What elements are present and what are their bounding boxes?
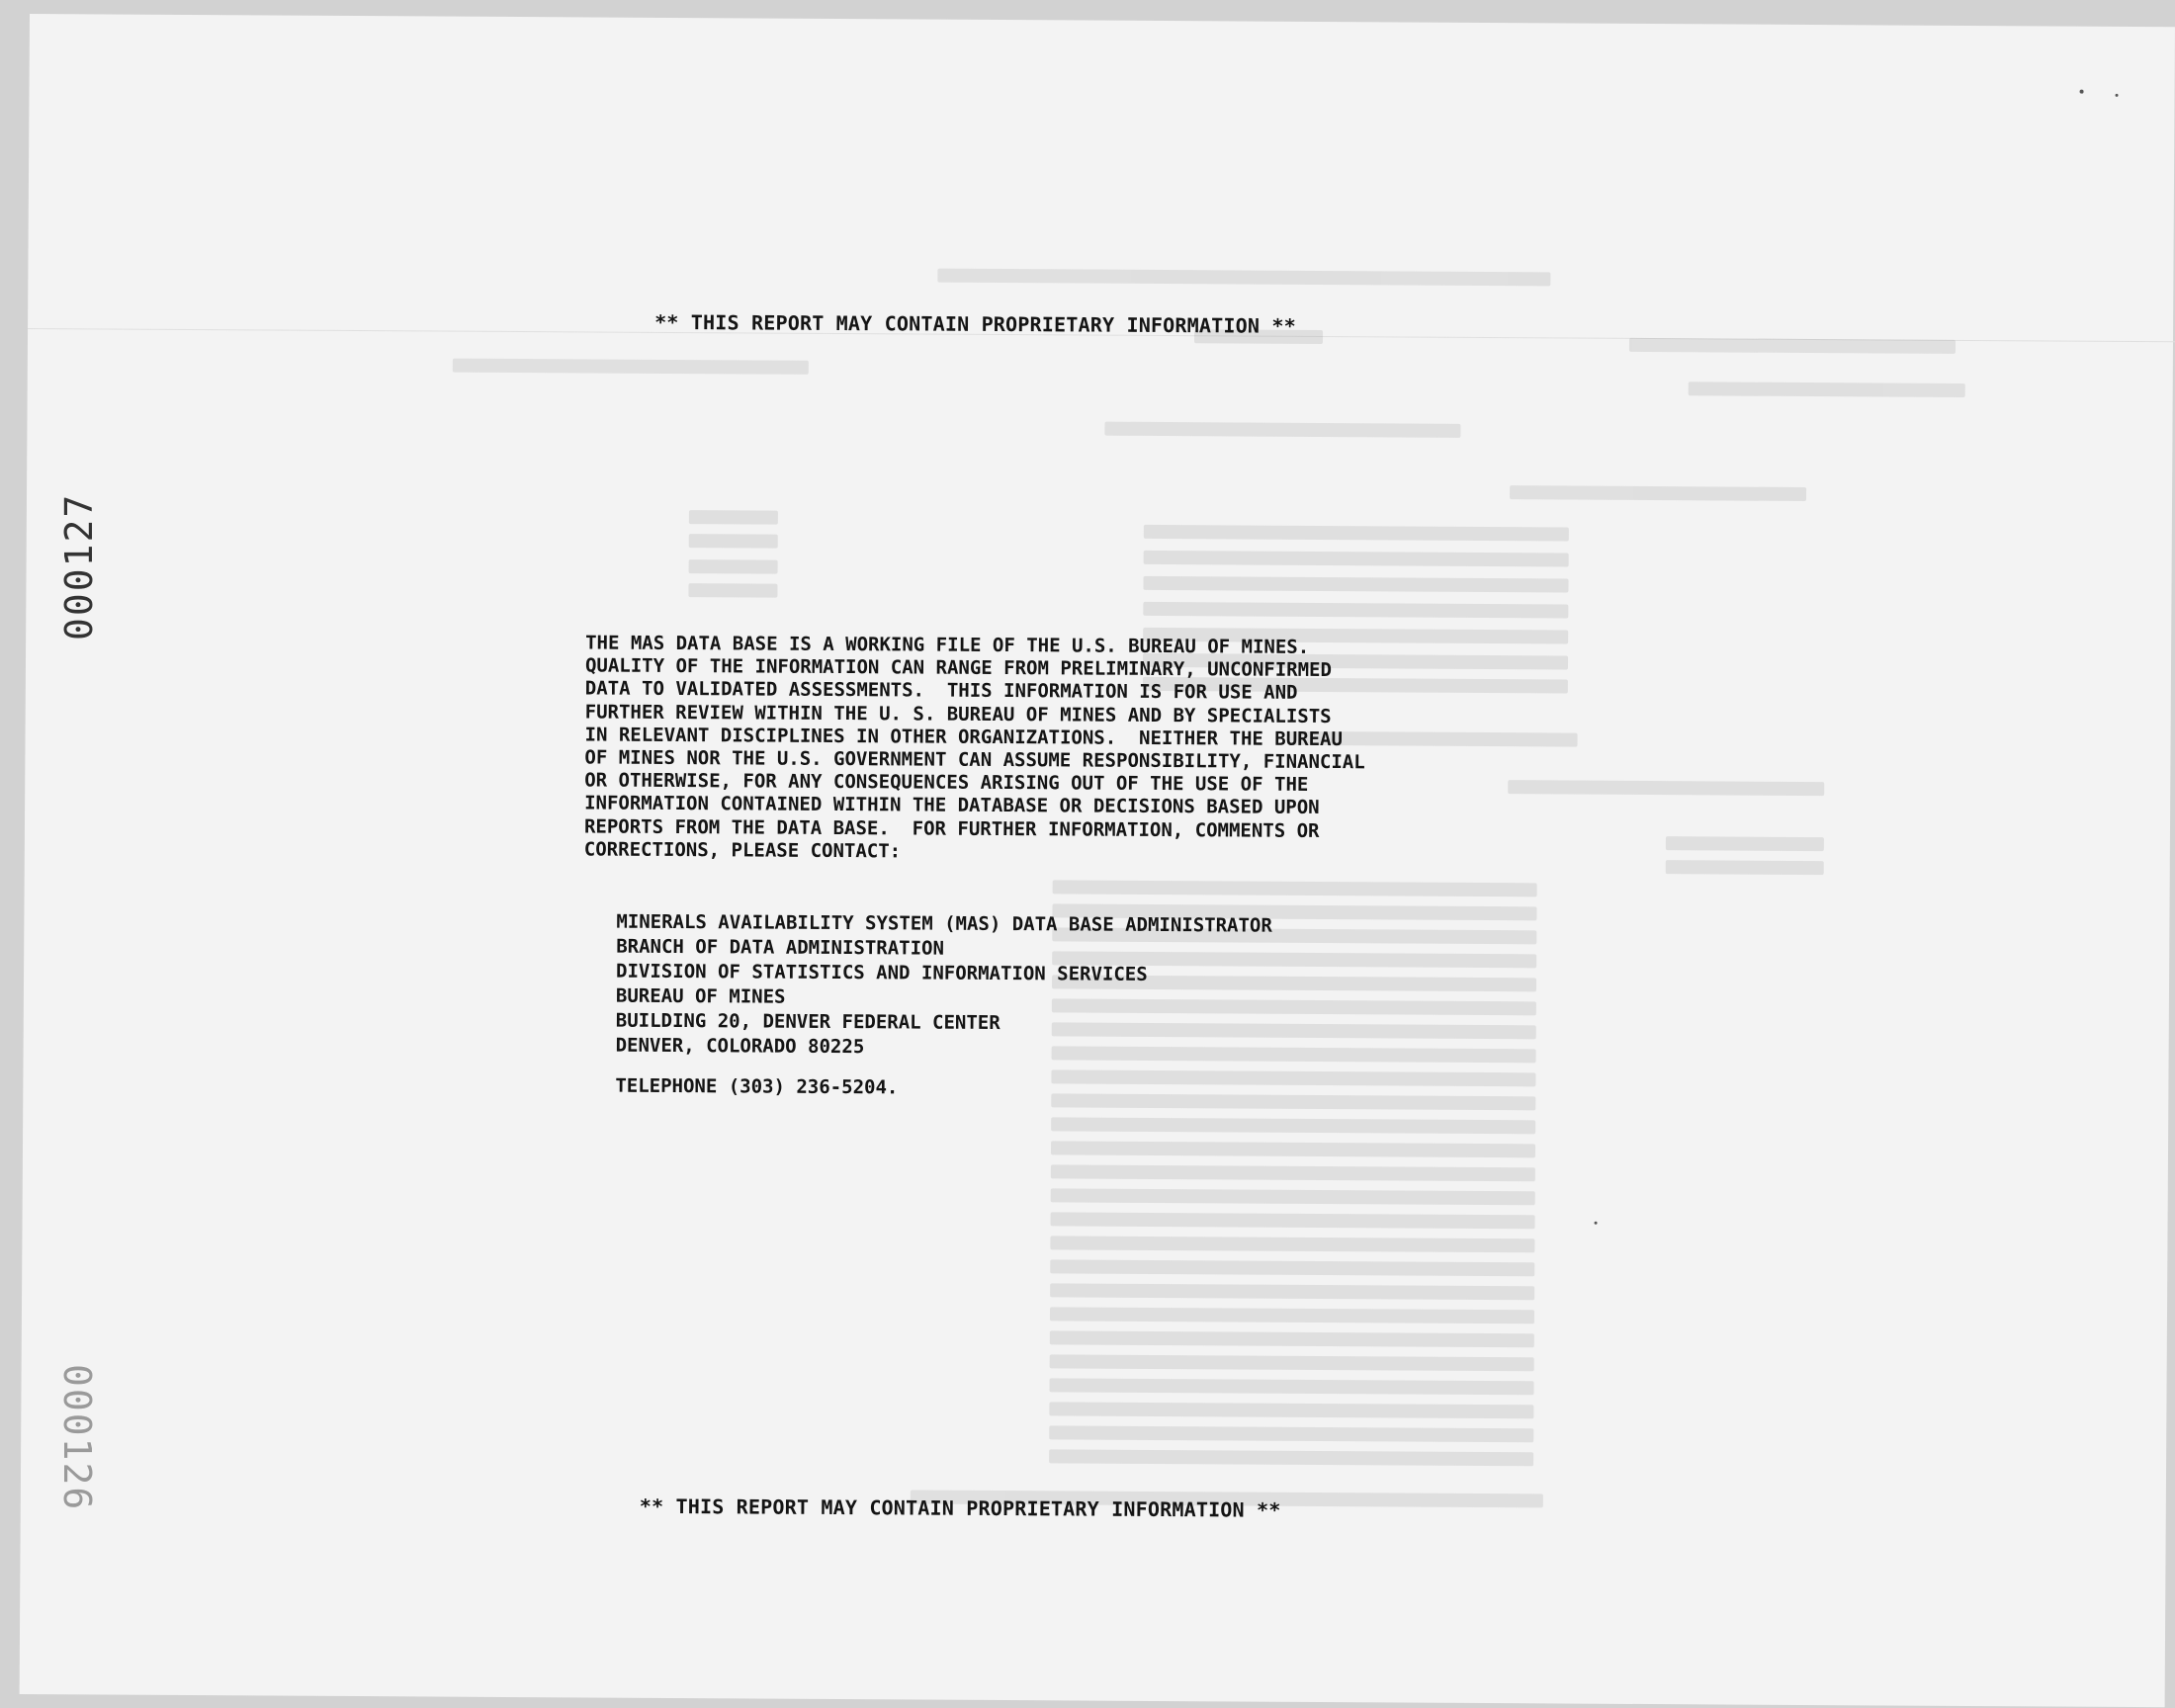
disclaimer-line: IN RELEVANT DISCIPLINES IN OTHER ORGANIZATIONS. NEITHER THE BUREAU — [584, 724, 1344, 750]
paper-sheet — [20, 14, 2175, 1707]
disclaimer-line: INFORMATION CONTAINED WITHIN THE DATABASE OR DECISIONS BASED UPON — [584, 792, 1320, 819]
contact-line: MINERALS AVAILABILITY SYSTEM (MAS) DATA BASE ADMINISTRATOR — [616, 910, 1272, 937]
proprietary-banner-top: ** THIS REPORT MAY CONTAIN PROPRIETARY INFORMATION ** — [654, 309, 1296, 338]
disclaimer-line: FURTHER REVIEW WITHIN THE U. S. BUREAU OF MINES AND BY SPECIALISTS — [584, 701, 1332, 727]
disclaimer-line: OR OTHERWISE, FOR ANY CONSEQUENCES ARISING OUT OF THE USE OF THE — [584, 769, 1309, 797]
disclaimer-paragraph — [584, 632, 1436, 866]
contact-line: BRANCH OF DATA ADMINISTRATION — [616, 935, 945, 960]
disclaimer-line: QUALITY OF THE INFORMATION CAN RANGE FROM PRELIMINARY, UNCONFIRMED — [584, 654, 1333, 682]
page-number-stamp-top: 000127 — [57, 492, 101, 640]
disclaimer-line: THE MAS DATA BASE IS A WORKING FILE OF THE U.S. BUREAU OF MINES. — [585, 632, 1310, 658]
page-number-stamp-bottom: 000126 — [55, 1364, 99, 1512]
disclaimer-line: CORRECTIONS, PLEASE CONTACT: — [583, 838, 902, 863]
scan-speck — [2080, 90, 2084, 94]
scan-speck — [2116, 94, 2119, 97]
contact-telephone: TELEPHONE (303) 236-5204. — [615, 1074, 899, 1099]
contact-line: DENVER, COLORADO 80225 — [615, 1034, 865, 1059]
contact-line: BUREAU OF MINES — [615, 984, 786, 1008]
disclaimer-line: OF MINES NOR THE U.S. GOVERNMENT CAN ASSUME RESPONSIBILITY, FINANCIAL — [584, 746, 1365, 774]
disclaimer-line: DATA TO VALIDATED ASSESSMENTS. THIS INFORMATION IS FOR USE AND — [584, 677, 1298, 705]
contact-line: BUILDING 20, DENVER FEDERAL CENTER — [615, 1009, 1000, 1035]
contact-address-block — [616, 910, 1272, 1063]
scan-speck — [1595, 1222, 1598, 1225]
contact-line: DIVISION OF STATISTICS AND INFORMATION SERVICES — [616, 960, 1148, 985]
disclaimer-line: REPORTS FROM THE DATA BASE. FOR FURTHER INFORMATION, COMMENTS OR — [583, 815, 1320, 842]
proprietary-banner-bottom: ** THIS REPORT MAY CONTAIN PROPRIETARY INFORMATION ** — [639, 1494, 1281, 1522]
